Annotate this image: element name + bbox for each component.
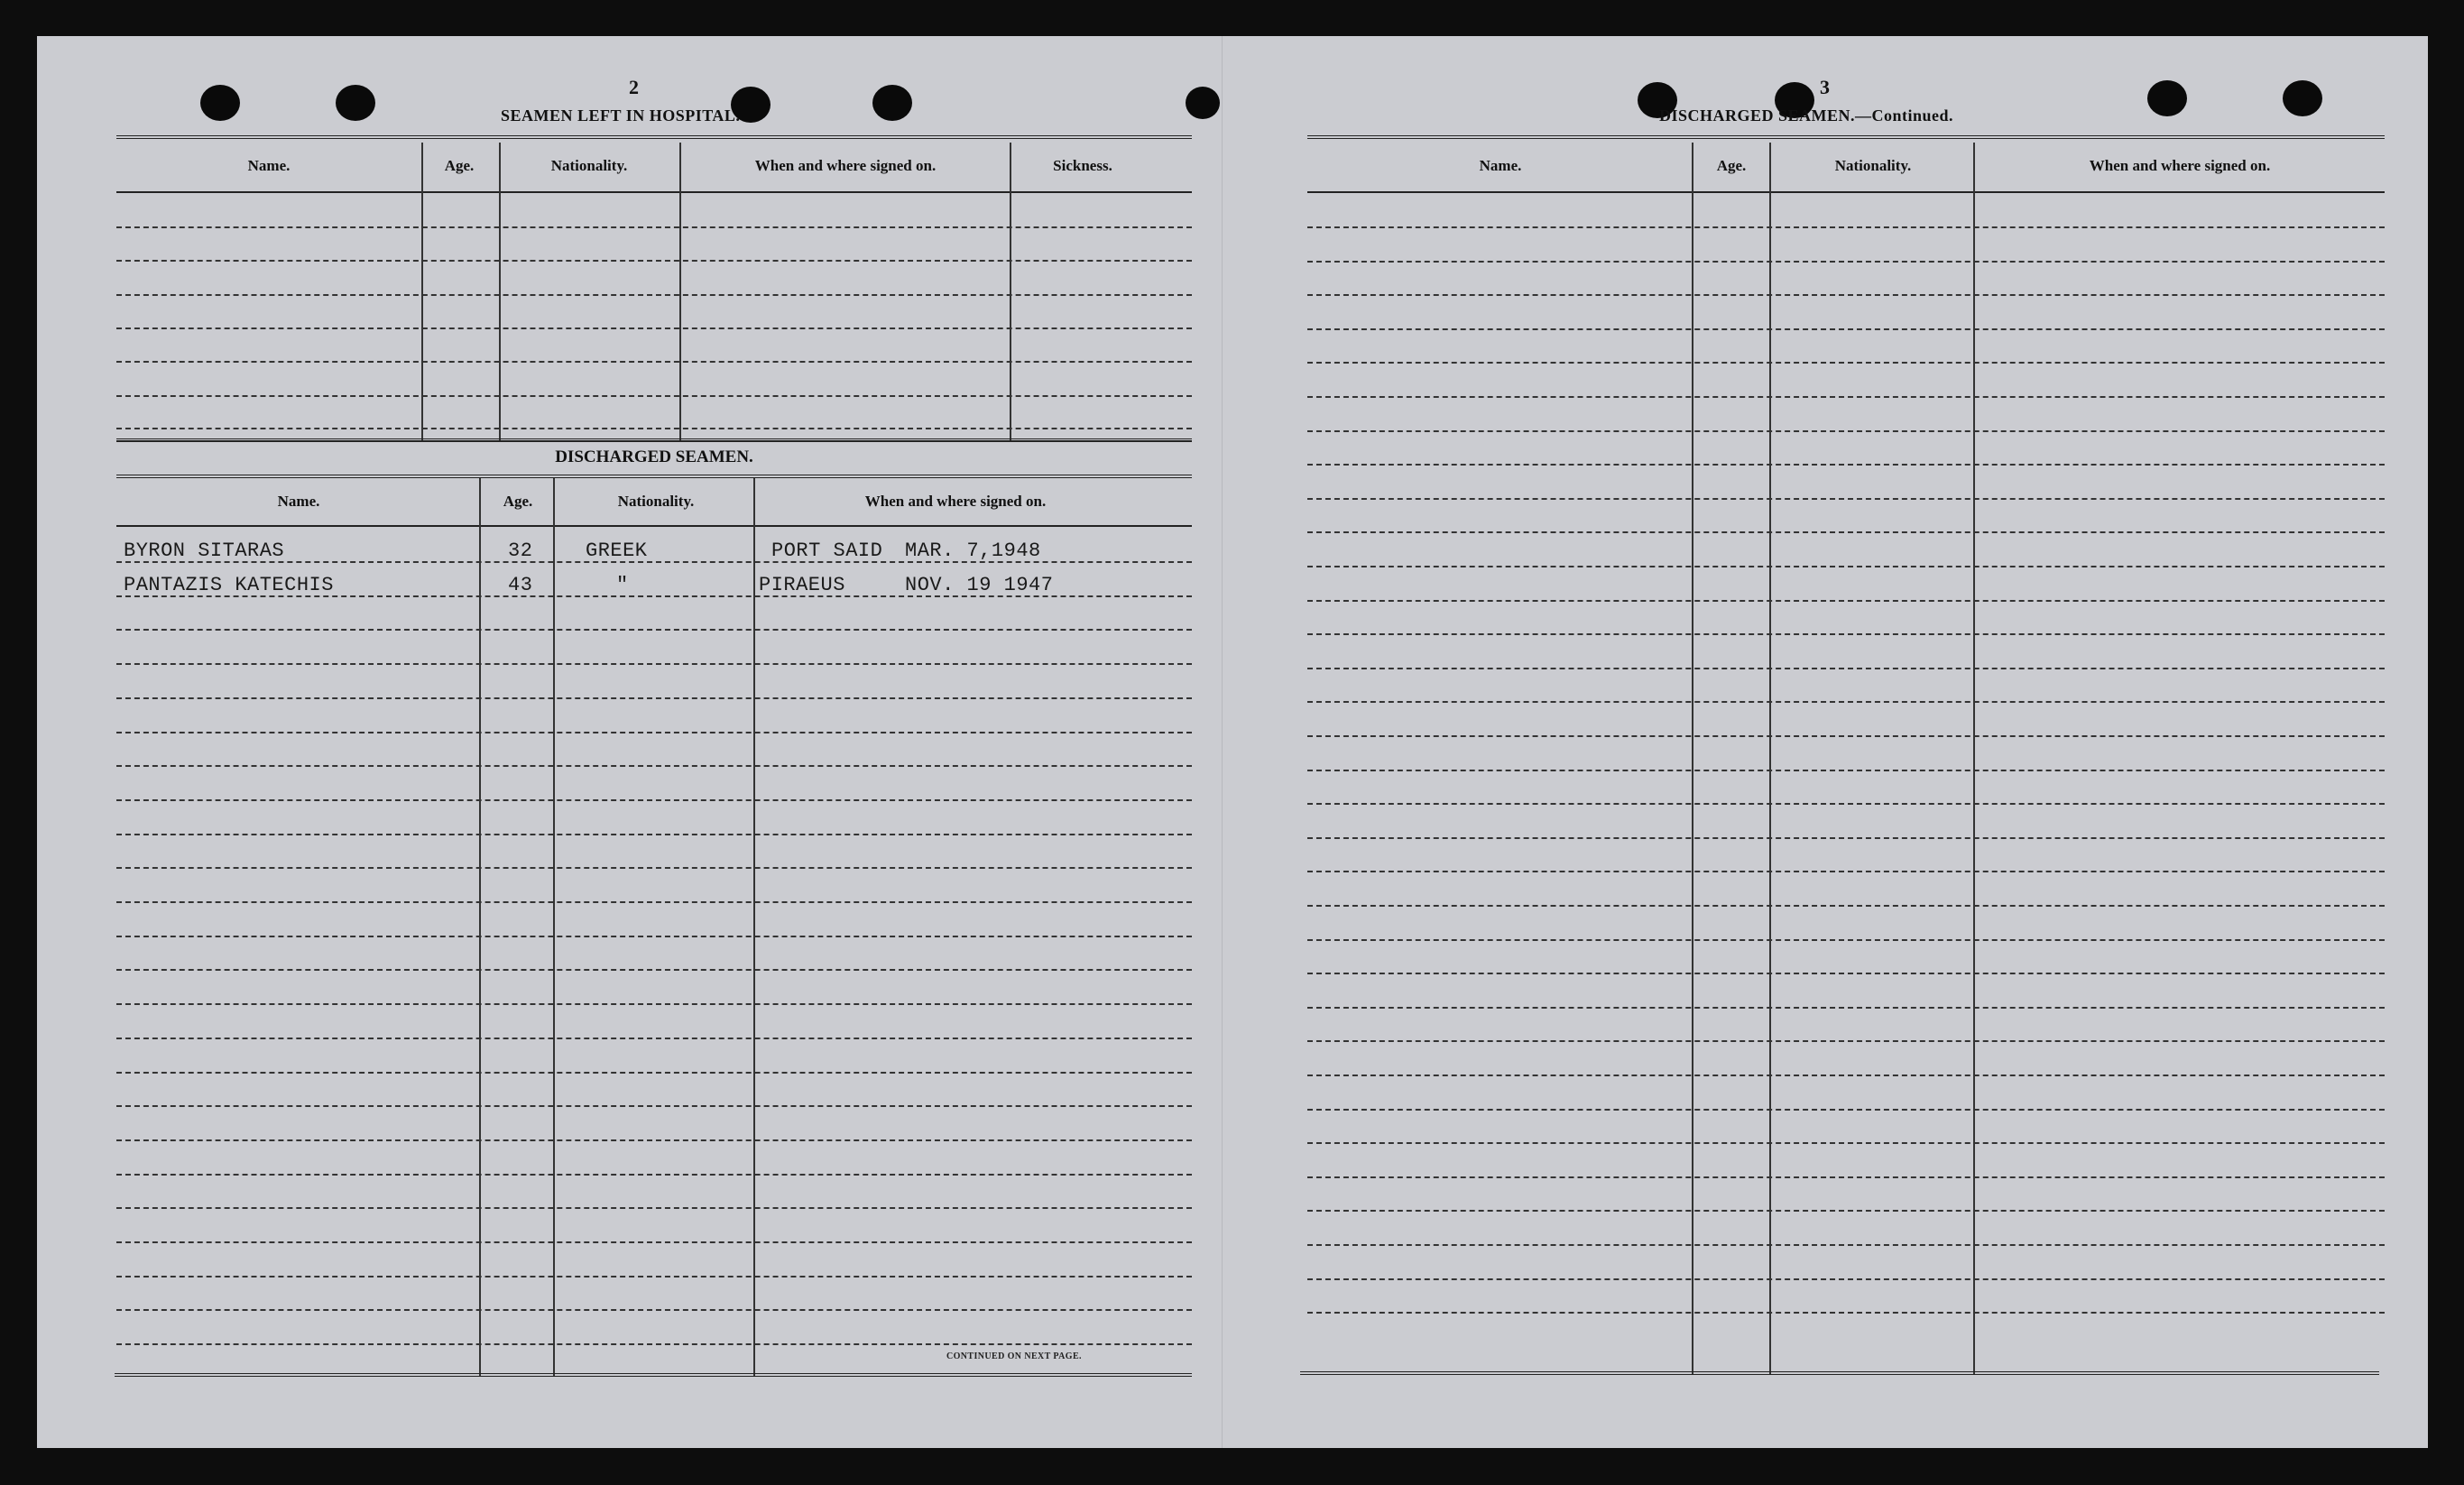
row-line (116, 1003, 1192, 1005)
row-line (1307, 803, 2385, 805)
right-table-top-rule (1307, 135, 2385, 139)
row-line (1307, 328, 2385, 330)
row-line (116, 834, 1192, 835)
row-line (116, 1038, 1192, 1039)
row-line (116, 663, 1192, 665)
row-line (116, 1174, 1192, 1176)
row-line (116, 867, 1192, 869)
right-page-number: 3 (1820, 76, 1830, 98)
hospital-header-rule (116, 191, 1192, 193)
punch-hole (336, 85, 375, 121)
row-line (116, 1072, 1192, 1074)
row-line (1307, 735, 2385, 737)
row-line (1307, 905, 2385, 907)
row-line (116, 1343, 1192, 1345)
row-line (1307, 294, 2385, 296)
seaman-name: PANTAZIS KATECHIS (124, 574, 334, 596)
row-line (1307, 1040, 2385, 1042)
row-line (116, 969, 1192, 971)
row-line (116, 697, 1192, 699)
row-line (1307, 837, 2385, 839)
discharged-top-rule (116, 438, 1192, 442)
row-line (1307, 1109, 2385, 1111)
punch-hole (872, 85, 912, 121)
row-line (116, 1207, 1192, 1209)
row-line (116, 732, 1192, 733)
discharged-bottom-rule (115, 1373, 1192, 1377)
seaman-age: 32 (508, 540, 533, 562)
punch-hole (1186, 87, 1220, 119)
right-discharged-title: DISCHARGED SEAMEN.—Continued. (1659, 106, 1954, 125)
right-col-divider (1692, 143, 1693, 1375)
hospital-row-line (116, 361, 1192, 363)
row-line (116, 595, 1192, 597)
row-line (1307, 1210, 2385, 1212)
row-line (1307, 464, 2385, 466)
row-line (116, 1241, 1192, 1243)
right-col-age: Age. (1716, 157, 1747, 174)
hospital-row-line (116, 428, 1192, 429)
seaman-nationality: GREEK (586, 540, 648, 562)
row-line (116, 629, 1192, 631)
row-line (116, 1105, 1192, 1107)
seaman-signed-port: PIRAEUS (759, 574, 845, 596)
page-fold (1222, 36, 1223, 1448)
hospital-title: SEAMEN LEFT IN HOSPITAL. (501, 106, 741, 125)
hospital-row-line (116, 327, 1192, 329)
right-col-divider (1973, 143, 1975, 1375)
row-line (1307, 1278, 2385, 1280)
discharged-col-nationality: Nationality. (617, 493, 695, 510)
discharged-under-title-rule (116, 475, 1192, 478)
row-line (116, 799, 1192, 801)
row-line (1307, 1312, 2385, 1314)
row-line (1307, 261, 2385, 263)
left-page-number: 2 (629, 76, 639, 98)
row-line (1307, 1176, 2385, 1178)
discharged-col-name: Name. (277, 493, 320, 510)
row-line (1307, 1244, 2385, 1246)
seaman-name: BYRON SITARAS (124, 540, 285, 562)
hospital-row-line (116, 226, 1192, 228)
row-line (116, 765, 1192, 767)
row-line (1307, 396, 2385, 398)
punch-hole (2147, 80, 2187, 116)
row-line (116, 561, 1192, 563)
right-col-divider (1769, 143, 1771, 1375)
document-sheet (37, 36, 2428, 1448)
hospital-col-sickness: Sickness. (1053, 157, 1112, 174)
seaman-signed-date: NOV. 19 1947 (905, 574, 1054, 596)
row-line (1307, 600, 2385, 602)
row-line (116, 1139, 1192, 1141)
row-line (1307, 362, 2385, 364)
discharged-title: DISCHARGED SEAMEN. (555, 447, 753, 466)
punch-hole (200, 85, 240, 121)
row-line (1307, 668, 2385, 669)
row-line (1307, 1142, 2385, 1144)
row-line (1307, 701, 2385, 703)
row-line (116, 1309, 1192, 1311)
discharged-header-rule (116, 525, 1192, 527)
row-line (1307, 226, 2385, 228)
row-line (1307, 633, 2385, 635)
discharged-col-signed-on: When and where signed on. (864, 493, 1047, 510)
row-line (1307, 498, 2385, 500)
hospital-row-line (116, 395, 1192, 397)
right-col-name: Name. (1479, 157, 1522, 174)
right-col-nationality: Nationality. (1834, 157, 1912, 174)
discharged-col-age: Age. (503, 493, 533, 510)
row-line (1307, 973, 2385, 974)
row-line (1307, 566, 2385, 567)
right-bottom-rule (1300, 1371, 2379, 1375)
seaman-signed-date: MAR. 7,1948 (905, 540, 1041, 562)
hospital-table-top-rule (116, 135, 1192, 139)
seaman-signed-port: PORT SAID (771, 540, 883, 562)
continued-footer: CONTINUED ON NEXT PAGE. (946, 1351, 1082, 1361)
row-line (1307, 531, 2385, 533)
hospital-col-age: Age. (444, 157, 475, 174)
seaman-nationality: " (616, 574, 629, 596)
hospital-row-line (116, 260, 1192, 262)
row-line (116, 1276, 1192, 1277)
row-line (1307, 770, 2385, 771)
hospital-col-name: Name. (247, 157, 291, 174)
hospital-row-line (116, 294, 1192, 296)
right-col-signed-on: When and where signed on. (2089, 157, 2271, 174)
row-line (1307, 430, 2385, 432)
right-header-rule (1307, 191, 2385, 193)
row-line (116, 936, 1192, 937)
hospital-col-nationality: Nationality. (550, 157, 628, 174)
row-line (1307, 939, 2385, 941)
punch-hole (2283, 80, 2322, 116)
hospital-col-signed-on: When and where signed on. (754, 157, 937, 174)
row-line (1307, 1007, 2385, 1009)
seaman-age: 43 (508, 574, 533, 596)
row-line (116, 901, 1192, 903)
row-line (1307, 1075, 2385, 1076)
row-line (1307, 871, 2385, 872)
